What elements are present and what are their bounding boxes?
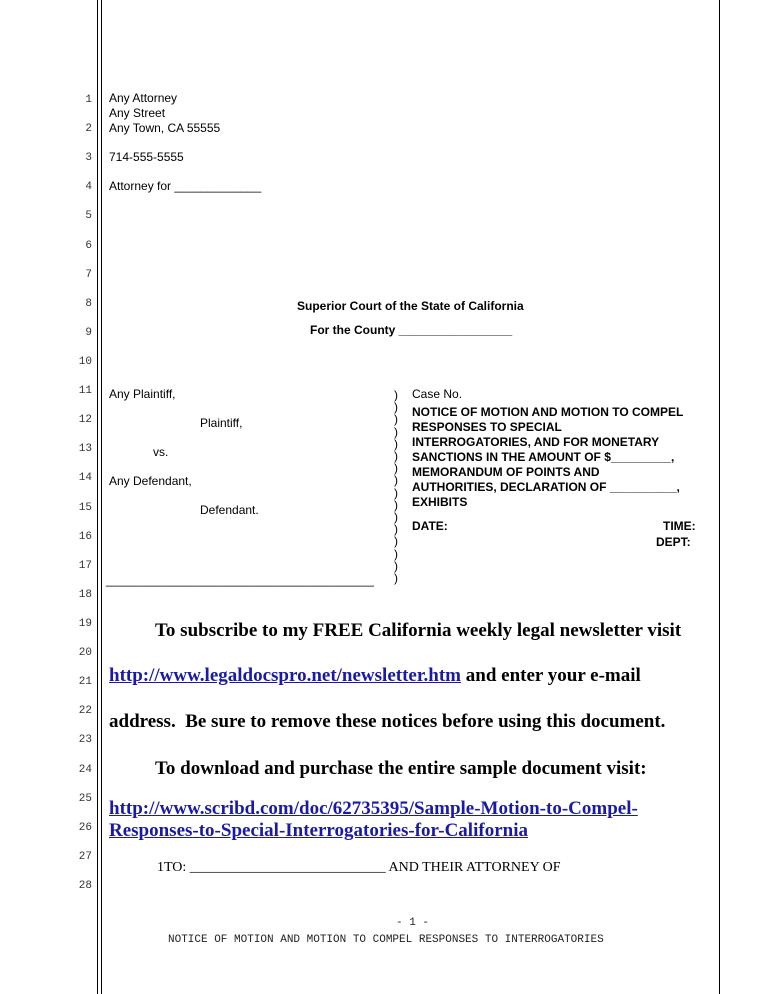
line-number: 4: [85, 181, 92, 193]
left-margin-rule: [97, 0, 98, 994]
hearing-date-label: DATE:: [412, 519, 448, 533]
line-number: 27: [78, 851, 92, 863]
court-name: Superior Court of the State of California: [297, 299, 524, 313]
line-number: 11: [78, 385, 92, 397]
line-number: 10: [78, 356, 92, 368]
attorney-for: Attorney for _____________: [109, 179, 262, 193]
line-number: 7: [85, 269, 92, 281]
case-number-label: Case No.: [412, 387, 463, 401]
line-number: 19: [78, 618, 92, 630]
newsletter-line: [109, 665, 641, 687]
line-number: 18: [78, 589, 92, 601]
remove-notice: address. Be sure to remove these notices before using this document.: [109, 711, 666, 732]
line-number: 13: [78, 443, 92, 455]
line-number: 3: [85, 152, 92, 164]
line-number: 9: [85, 327, 92, 339]
scribd-link-line-1[interactable]: http://www.scribd.com/doc/62735395/Sample-Motion-to-Compel-: [109, 798, 638, 819]
versus-label: vs.: [153, 445, 169, 459]
page-number: - 1 -: [396, 917, 430, 929]
document-title-line: EXHIBITS: [412, 495, 468, 509]
line-number: 14: [78, 472, 92, 484]
line-number: 1: [85, 94, 92, 106]
attorney-name: Any Attorney: [109, 91, 178, 105]
scribd-link-line-2[interactable]: Responses-to-Special-Interrogatories-for-California: [109, 820, 528, 841]
line-number: 21: [78, 676, 92, 688]
line-number: 6: [85, 240, 92, 252]
line-number: 17: [78, 560, 92, 572]
line-number: 8: [85, 298, 92, 310]
hearing-dept-label: DEPT:: [656, 535, 691, 549]
attorney-phone: 714-555-5555: [109, 150, 184, 164]
line-number: 28: [78, 880, 92, 892]
line-number: 16: [78, 531, 92, 543]
line-number: 25: [78, 793, 92, 805]
document-title-line: INTERROGATORIES, AND FOR MONETARY: [412, 435, 660, 449]
line-number: 26: [78, 822, 92, 834]
footer-title: NOTICE OF MOTION AND MOTION TO COMPEL RESPONSES TO INTERROGATORIES: [168, 934, 604, 946]
attorney-street: Any Street: [109, 106, 166, 120]
caption-rule: _______________________________________: [106, 573, 375, 587]
plaintiff-role: Plaintiff,: [200, 416, 243, 430]
attorney-city: Any Town, CA 55555: [109, 121, 221, 135]
document-title-block: [412, 405, 712, 510]
line-number: 22: [78, 705, 92, 717]
line-number: 15: [78, 502, 92, 514]
plaintiff-name: Any Plaintiff,: [109, 387, 176, 401]
left-margin-rule-inner: [101, 0, 102, 994]
to-line: 1TO: ____________________________ AND THEIR ATTORNEY OF: [157, 860, 561, 875]
right-margin-rule: [719, 0, 720, 994]
document-title-line: SANCTIONS IN THE AMOUNT OF $_________,: [412, 450, 675, 464]
email-text: and enter your e-mail: [461, 665, 641, 686]
caption-parentheses: ) ) ) ) ) ) ) ) ) ) ) ) ) ) ) ): [394, 388, 398, 586]
newsletter-link[interactable]: http://www.legaldocspro.net/newsletter.htm: [109, 665, 462, 686]
hearing-time-label: TIME:: [663, 519, 696, 533]
line-number: 24: [78, 764, 92, 776]
line-number: 20: [78, 647, 92, 659]
subscribe-notice: To subscribe to my FREE California weekly legal newsletter visit: [155, 620, 682, 641]
document-title-line: RESPONSES TO SPECIAL: [412, 420, 562, 434]
document-title-line: NOTICE OF MOTION AND MOTION TO COMPEL: [412, 405, 684, 419]
line-number: 2: [85, 123, 92, 135]
line-number: 5: [85, 210, 92, 222]
line-number: 12: [78, 414, 92, 426]
defendant-role: Defendant.: [200, 503, 259, 517]
download-notice: To download and purchase the entire sample document visit:: [155, 758, 647, 779]
defendant-name: Any Defendant,: [109, 474, 192, 488]
document-title-line: AUTHORITIES, DECLARATION OF __________,: [412, 480, 680, 494]
document-title-line: MEMORANDUM OF POINTS AND: [412, 465, 600, 479]
line-number: 23: [78, 734, 92, 746]
court-county: For the County _________________: [310, 323, 513, 337]
